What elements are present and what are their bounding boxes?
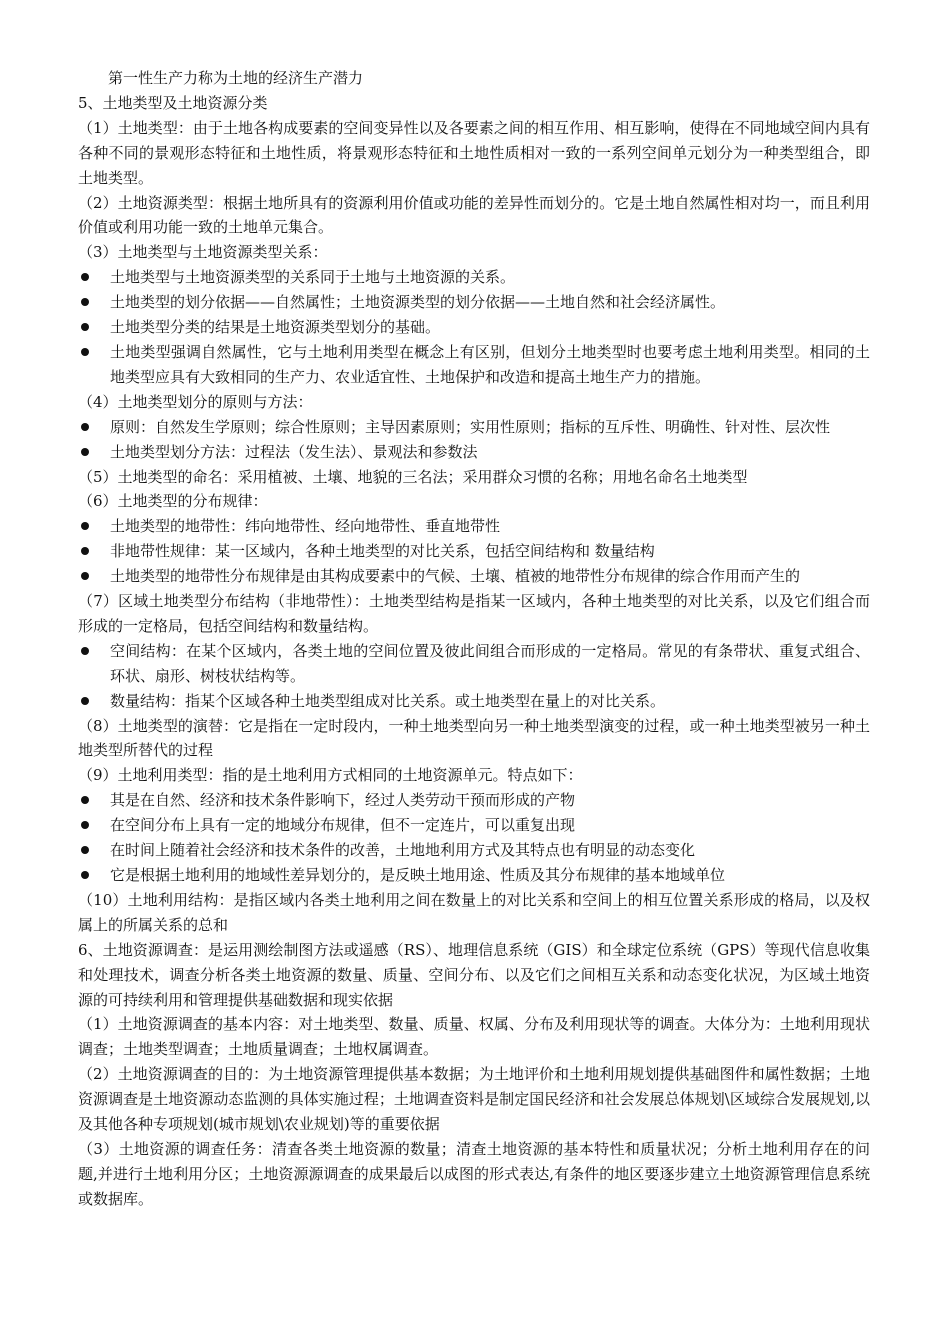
paragraph: 6、土地资源调查：是运用测绘制图方法或遥感（RS）、地理信息系统（GIS）和全球定位系统（GPS）等现代信息收集和处理技术，调查分析各类土地资源的数量、质量、空间分布、以及它们之间相互关系和动态变化状况，为区域土地资源的可持续利用和管理提供基础数据和现实依据 xyxy=(78,940,870,1009)
bullet-item xyxy=(78,340,870,390)
paragraph: （8）土地类型的演替：它是指在一定时段内，一种土地类型向另一种土地类型演变的过程，或一种土地类型被另一种土地类型所替代的过程 xyxy=(78,716,870,760)
bullet-text: 它是根据土地利用的地域性差异划分的，是反映土地用途、性质及其分布规律的基本地域单位 xyxy=(110,866,726,884)
paragraph: 第一性生产力称为土地的经济生产潜力 xyxy=(108,69,364,87)
bullet-item xyxy=(78,440,870,465)
bullet-item xyxy=(78,788,870,813)
bullet-dot-icon xyxy=(81,448,89,456)
bullet-dot-icon xyxy=(81,821,89,829)
paragraph: （7）区域土地类型分布结构（非地带性）：土地类型结构是指某一区域内，各种土地类型的对比关系，以及它们组合而形成的一定格局，包括空间结构和数量结构。 xyxy=(78,592,870,635)
bullet-dot-icon xyxy=(81,522,89,530)
paragraph: （6）土地类型的分布规律： xyxy=(78,492,268,511)
bullet-item xyxy=(78,539,870,564)
bullet-item xyxy=(78,564,870,589)
bullet-text: 土地类型强调自然属性，它与土地利用类型在概念上有区别，但划分土地类型时也要考虑土地利用类型。相同的土地类型应具有大致相同的生产力、农业适宜性、土地保护和改造和提高土地生产力的措施。 xyxy=(110,342,870,386)
bullet-dot-icon xyxy=(81,846,89,854)
paragraph: （9）土地利用类型：指的是土地利用方式相同的土地资源单元。特点如下： xyxy=(78,766,583,785)
paragraph: （2）土地资源类型：根据土地所具有的资源利用价值或功能的差异性而划分的。它是土地自然属性相对均一，而且利用价值或利用功能一致的土地单元集合。 xyxy=(78,193,870,237)
paragraph: （10）土地利用结构：是指区域内各类土地利用之间在数量上的对比关系和空间上的相互位置关系形成的格局，以及权属上的所属关系的总和 xyxy=(78,890,870,934)
paragraph: （2）土地资源调查的目的：为土地资源管理提供基本数据；为土地评价和土地利用规划提供基础图件和属性数据；土地资源调查是土地资源动态监测的具体实施过程；土地调查资料是制定国民经济和社会发展总体规划\区域综合发展规划,以及其他各种专项规划(城市规划\农业规划)等的重要依据 xyxy=(78,1065,870,1134)
bullet-dot-icon xyxy=(81,796,89,804)
bullet-text: 土地类型的地带性：纬向地带性、经向地带性、垂直地带性 xyxy=(110,517,501,536)
bullet-text: 土地类型划分方法：过程法（发生法）、景观法和参数法 xyxy=(110,442,478,461)
bullet-dot-icon xyxy=(81,323,89,331)
bullet-dot-icon xyxy=(81,697,89,705)
bullet-item xyxy=(78,415,870,440)
bullet-dot-icon xyxy=(81,298,89,306)
bullet-text: 原则：自然发生学原则；综合性原则；主导因素原则；实用性原则；指标的互斥性、明确性、针对性、层次性 xyxy=(110,417,831,436)
bullet-dot-icon xyxy=(81,647,89,655)
bullet-item xyxy=(78,813,870,838)
paragraph: 5、土地类型及土地资源分类 xyxy=(78,93,268,112)
bullet-dot-icon xyxy=(81,572,89,580)
paragraph: （3）土地类型与土地资源类型关系： xyxy=(78,243,328,262)
bullet-item xyxy=(78,863,870,888)
document-page xyxy=(78,66,870,1212)
bullet-item xyxy=(78,315,870,340)
bullet-dot-icon xyxy=(81,547,89,555)
bullet-text: 土地类型的划分依据——自然属性；土地资源类型的划分依据——土地自然和社会经济属性。 xyxy=(110,293,726,312)
bullet-item xyxy=(78,639,870,689)
bullet-item xyxy=(78,838,870,863)
bullet-dot-icon xyxy=(81,871,89,879)
paragraph: （1）土地类型：由于土地各构成要素的空间变异性以及各要素之间的相互作用、相互影响，使得在不同地域空间内具有各种不同的景观形态特征和土地性质，将景观形态特征和土地性质相对一致的一系列空间单元划分为一种类型组合，即土地类型。 xyxy=(78,118,870,187)
bullet-item xyxy=(78,514,870,539)
bullet-item xyxy=(78,689,870,714)
bullet-text: 在空间分布上具有一定的地域分布规律，但不一定连片，可以重复出现 xyxy=(110,816,576,835)
paragraph: （5）土地类型的命名：采用植被、土壤、地貌的三名法；采用群众习惯的名称；用地名命名土地类型 xyxy=(78,467,748,486)
paragraph: （1）土地资源调查的基本内容：对土地类型、数量、质量、权属、分布及利用现状等的调查。大体分为：土地利用现状调查；土地类型调查；土地质量调查；土地权属调查。 xyxy=(78,1015,870,1059)
bullet-text: 非地带性规律：某一区域内，各种土地类型的对比关系，包括空间结构和 数量结构 xyxy=(110,542,655,561)
bullet-dot-icon xyxy=(81,348,89,356)
bullet-text: 空间结构：在某个区域内，各类土地的空间位置及彼此间组合而形成的一定格局。常见的有条带状、重复式组合、环状、扇形、树枝状结构等。 xyxy=(110,641,870,685)
bullet-text: 土地类型与土地资源类型的关系同于土地与土地资源的关系。 xyxy=(110,268,516,287)
paragraph: （4）土地类型划分的原则与方法： xyxy=(78,392,313,411)
bullet-text: 土地类型的地带性分布规律是由其构成要素中的气候、土壤、植被的地带性分布规律的综合作用而产生的 xyxy=(110,567,801,586)
bullet-dot-icon xyxy=(81,273,89,281)
bullet-text: 在时间上随着社会经济和技术条件的改善，土地地利用方式及其特点也有明显的动态变化 xyxy=(110,841,696,860)
bullet-item xyxy=(78,265,870,290)
paragraph: （3）土地资源的调查任务：清查各类土地资源的数量；清查土地资源的基本特性和质量状况；分析土地利用存在的问题,并进行土地利用分区；土地资源源调查的成果最后以成图的形式表达,有条件的地区要逐步建立土地资源管理信息系统或数据库。 xyxy=(78,1139,870,1208)
bullet-item xyxy=(78,290,870,315)
bullet-text: 其是在自然、经济和技术条件影响下，经过人类劳动干预而形成的产物 xyxy=(110,791,576,810)
bullet-text: 土地类型分类的结果是土地资源类型划分的基础。 xyxy=(110,318,441,337)
bullet-text: 数量结构：指某个区域各种土地类型组成对比关系。或土地类型在量上的对比关系。 xyxy=(110,691,666,710)
bullet-dot-icon xyxy=(81,423,89,431)
